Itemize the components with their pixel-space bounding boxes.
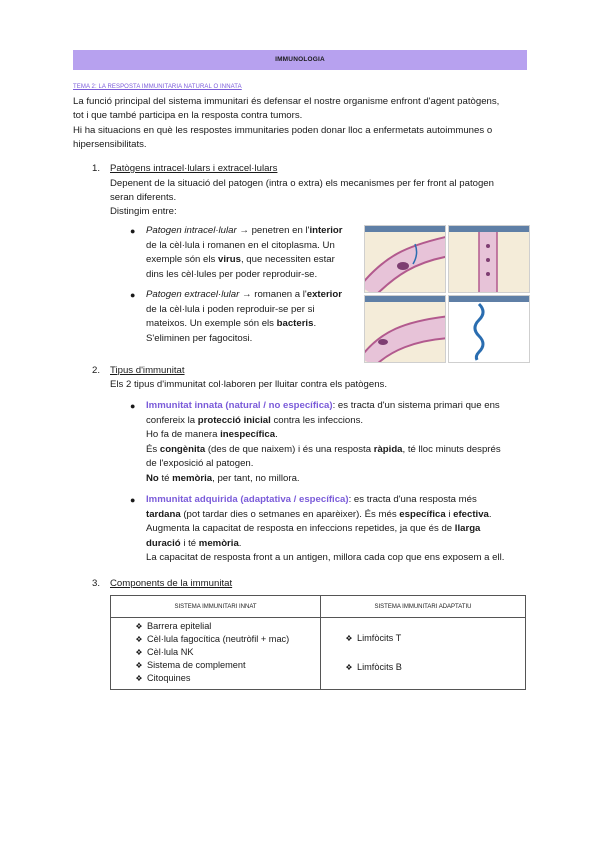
- section-1-number: 1.: [92, 163, 101, 174]
- intro-line: La funció principal del sistema immunitari és defensar el nostre organisme enfront d'agent patògens,: [73, 96, 500, 107]
- list-item: ❖ Cèl·lula NK: [135, 647, 194, 657]
- section-2-number: 2.: [92, 365, 101, 376]
- adaptive-line: duració i té memòria.: [146, 538, 242, 549]
- bullet-extracellular-line: Patogen extracel·lular → romanen a l'exterior: [146, 289, 342, 300]
- intro-line: tot i que també participa en la resposta contra tumors.: [73, 110, 303, 121]
- bullet-dot: ●: [130, 495, 136, 505]
- innate-line: de l'exposició al patogen.: [146, 458, 254, 469]
- intracellular-figure-2: [448, 225, 530, 293]
- bullet-intracellular-line: dins les cèl·lules per poder reproduir-se.: [146, 269, 318, 280]
- intro-line: Hi ha situacions en què les respostes immunitaries poden donar lloc a enfermetats autoimmunes o: [73, 125, 493, 136]
- list-item: ❖ Limfòcits T: [345, 632, 402, 643]
- pathogen-illustrations: [364, 225, 528, 363]
- bullet-dot: ●: [130, 226, 136, 236]
- innate-line: És congènita (des de que naixem) i és una resposta ràpida, té lloc minuts després: [146, 444, 501, 455]
- innate-line: Ho fa de manera inespecífica.: [146, 429, 278, 440]
- bullet-intracellular-line: Patogen intracel·lular → penetren en l'interior: [146, 225, 343, 236]
- bullet-extracellular-line: S'eliminen per fagocitosi.: [146, 333, 253, 344]
- section-2-title: Tipus d'immunitat: [110, 365, 185, 376]
- innate-components-cell: [111, 618, 321, 690]
- section-3-number: 3.: [92, 578, 101, 589]
- extracellular-figure-2: [448, 295, 530, 363]
- list-item: ❖ Sistema de complement: [135, 660, 246, 670]
- extracellular-figure-1: [364, 295, 446, 363]
- intracellular-figure-1: [364, 225, 446, 293]
- innate-line: No té memòria, per tant, no millora.: [146, 473, 300, 484]
- innate-line: Immunitat innata (natural / no específica): es tracta d'un sistema primari que ens: [146, 400, 500, 411]
- bullet-dot: ●: [130, 290, 136, 300]
- section-1-desc: Distingim entre:: [110, 206, 177, 217]
- section-2-desc: Els 2 tipus d'immunitat col·laboren per lluitar contra els patògens.: [110, 379, 387, 390]
- list-item: ❖ Limfòcits B: [345, 661, 402, 672]
- bullet-extracellular-line: mateixos. Un exemple són els bacteris.: [146, 318, 317, 329]
- adaptive-line: Augmenta la capacitat de resposta en infeccions repetides, ja que és de llarga: [146, 523, 481, 534]
- adaptive-components-cell: [321, 618, 526, 690]
- section-1-desc: seran diferents.: [110, 192, 177, 203]
- section-1-desc: Depenent de la situació del patogen (intra o extra) els mecanismes per fer front al patogen: [110, 178, 494, 189]
- bullet-extracellular-line: de la cèl·lula i poden reproduir-se per si: [146, 304, 315, 315]
- innate-line: confereix la protecció inicial contra les infeccions.: [146, 415, 364, 426]
- page-title: IMMUNOLOGIA: [275, 56, 325, 63]
- table-header-innate: SISTEMA IMMUNITARI INNAT: [111, 596, 321, 618]
- bullet-intracellular-line: exemple són els virus, que necessiten estar: [146, 254, 335, 265]
- bullet-intracellular-line: de la cèl·lula i romanen en el citoplasma. Un: [146, 240, 335, 251]
- list-item: ❖ Barrera epitelial: [135, 621, 212, 631]
- list-item: ❖ Citoquines: [135, 673, 191, 683]
- bullet-dot: ●: [130, 401, 136, 411]
- adaptive-line: La capacitat de resposta front a un antigen, millora cada cop que ens exposem a ell.: [146, 552, 505, 563]
- list-item: ❖ Cèl·lula fagocítica (neutròfil + mac): [135, 634, 290, 644]
- table-header-adaptive: SISTEMA IMMUNITARI ADAPTATIU: [321, 596, 526, 618]
- intro-line: hipersensibilitats.: [73, 139, 147, 150]
- section-1-title: Patògens intracel·lulars i extracel·lulars: [110, 163, 278, 174]
- section-3-title: Components de la immunitat: [110, 578, 233, 589]
- adaptive-line: tardana (pot tardar dies o setmanes en aparèixer). És més específica i efectiva.: [146, 509, 492, 520]
- topic-link[interactable]: TEMA 2: LA RESPOSTA IMMUNITARIA NATURAL O INNATA: [73, 84, 242, 90]
- adaptive-line: Immunitat adquirida (adaptativa / específica): es tracta d'una resposta més: [146, 494, 477, 505]
- page-title-banner: [73, 50, 527, 70]
- components-table: [110, 595, 526, 690]
